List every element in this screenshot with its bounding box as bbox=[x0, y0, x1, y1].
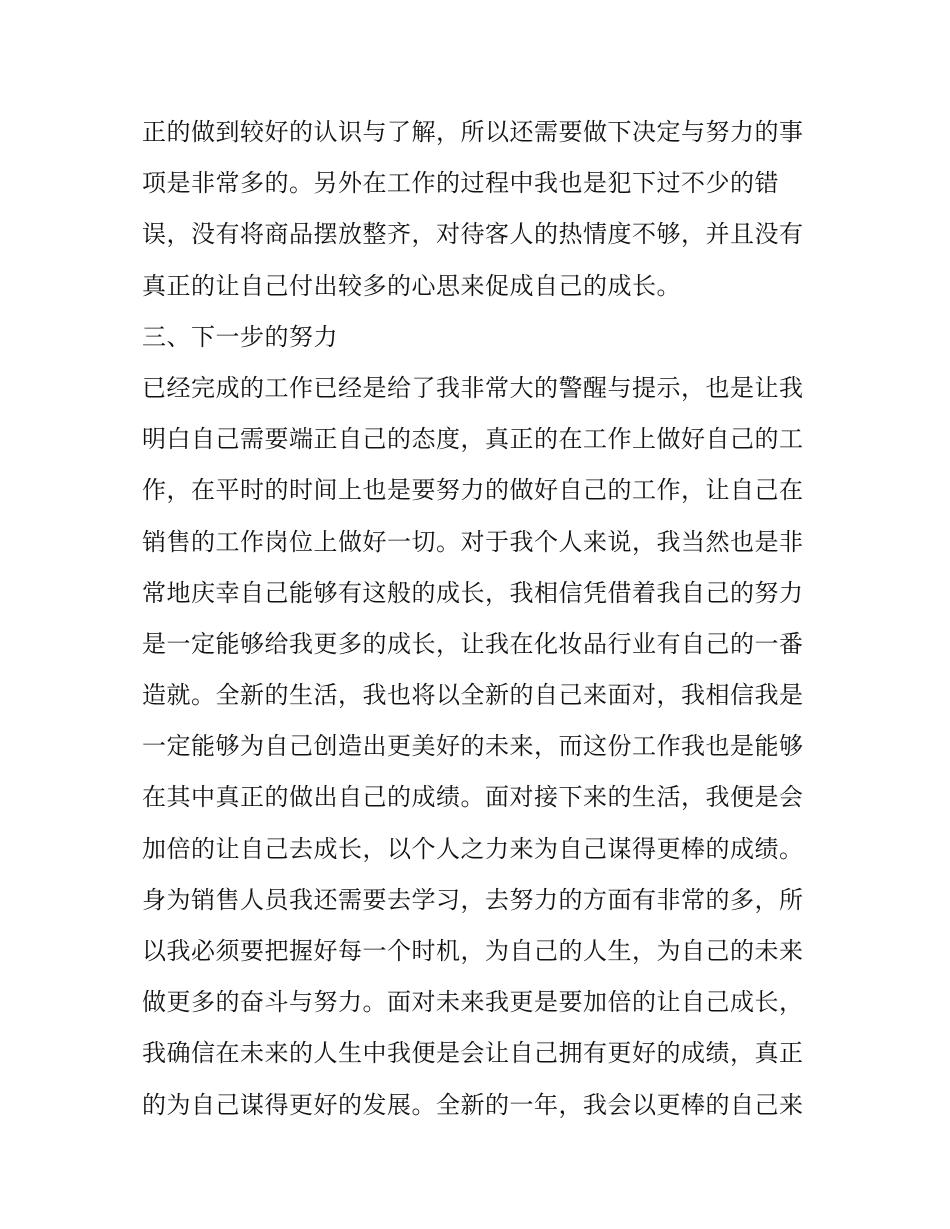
text-line-11: 是一定能够给我更多的成长，让我在化妆品行业有自己的一番 bbox=[142, 629, 804, 658]
text-line-2: 项是非常多的。另外在工作的过程中我也是犯下过不少的错 bbox=[142, 169, 779, 198]
document-body bbox=[142, 112, 822, 1136]
text-line-14: 在其中真正的做出自己的成绩。面对接下来的生活，我便是会 bbox=[142, 783, 804, 812]
text-line-8: 作，在平时的时间上也是要努力的做好自己的工作，让自己在 bbox=[142, 476, 804, 505]
text-line-17: 以我必须要把握好每一个时机，为自己的人生，为自己的未来 bbox=[142, 937, 804, 965]
text-line-19: 我确信在未来的人生中我便是会让自己拥有更好的成绩，真正 bbox=[142, 1039, 804, 1068]
text-line-16: 身为销售人员我还需要去学习，去努力的方面有非常的多，所 bbox=[142, 885, 804, 914]
text-line-12: 造就。全新的生活，我也将以全新的自己来面对，我相信我是 bbox=[142, 681, 804, 710]
text-line-3: 误，没有将商品摆放整齐，对待客人的热情度不够，并且没有 bbox=[142, 220, 804, 249]
text-line-10: 常地庆幸自己能够有这般的成长，我相信凭借着我自己的努力 bbox=[142, 578, 804, 607]
text-line-18: 做更多的奋斗与努力。面对未来我更是要加倍的让自己成长， bbox=[142, 988, 804, 1017]
text-line-20: 的为自己谋得更好的发展。全新的一年，我会以更棒的自己来 bbox=[142, 1090, 804, 1119]
text-line-15: 加倍的让自己去成长，以个人之力来为自己谋得更棒的成绩。 bbox=[142, 834, 804, 863]
text-line-1: 正的做到较好的认识与了解，所以还需要做下决定与努力的事 bbox=[142, 118, 804, 146]
text-line-13: 一定能够为自己创造出更美好的未来，而这份工作我也是能够 bbox=[142, 732, 804, 761]
text-line-6: 已经完成的工作已经是给了我非常大的警醒与提示，也是让我 bbox=[142, 373, 804, 402]
text-line-9: 销售的工作岗位上做好一切。对于我个人来说，我当然也是非 bbox=[142, 527, 804, 556]
text-line-4: 真正的让自己付出较多的心思来促成自己的成长。 bbox=[142, 271, 681, 300]
section-heading: 三、下一步的努力 bbox=[142, 322, 338, 351]
text-line-7: 明白自己需要端正自己的态度，真正的在工作上做好自己的工 bbox=[142, 425, 804, 454]
